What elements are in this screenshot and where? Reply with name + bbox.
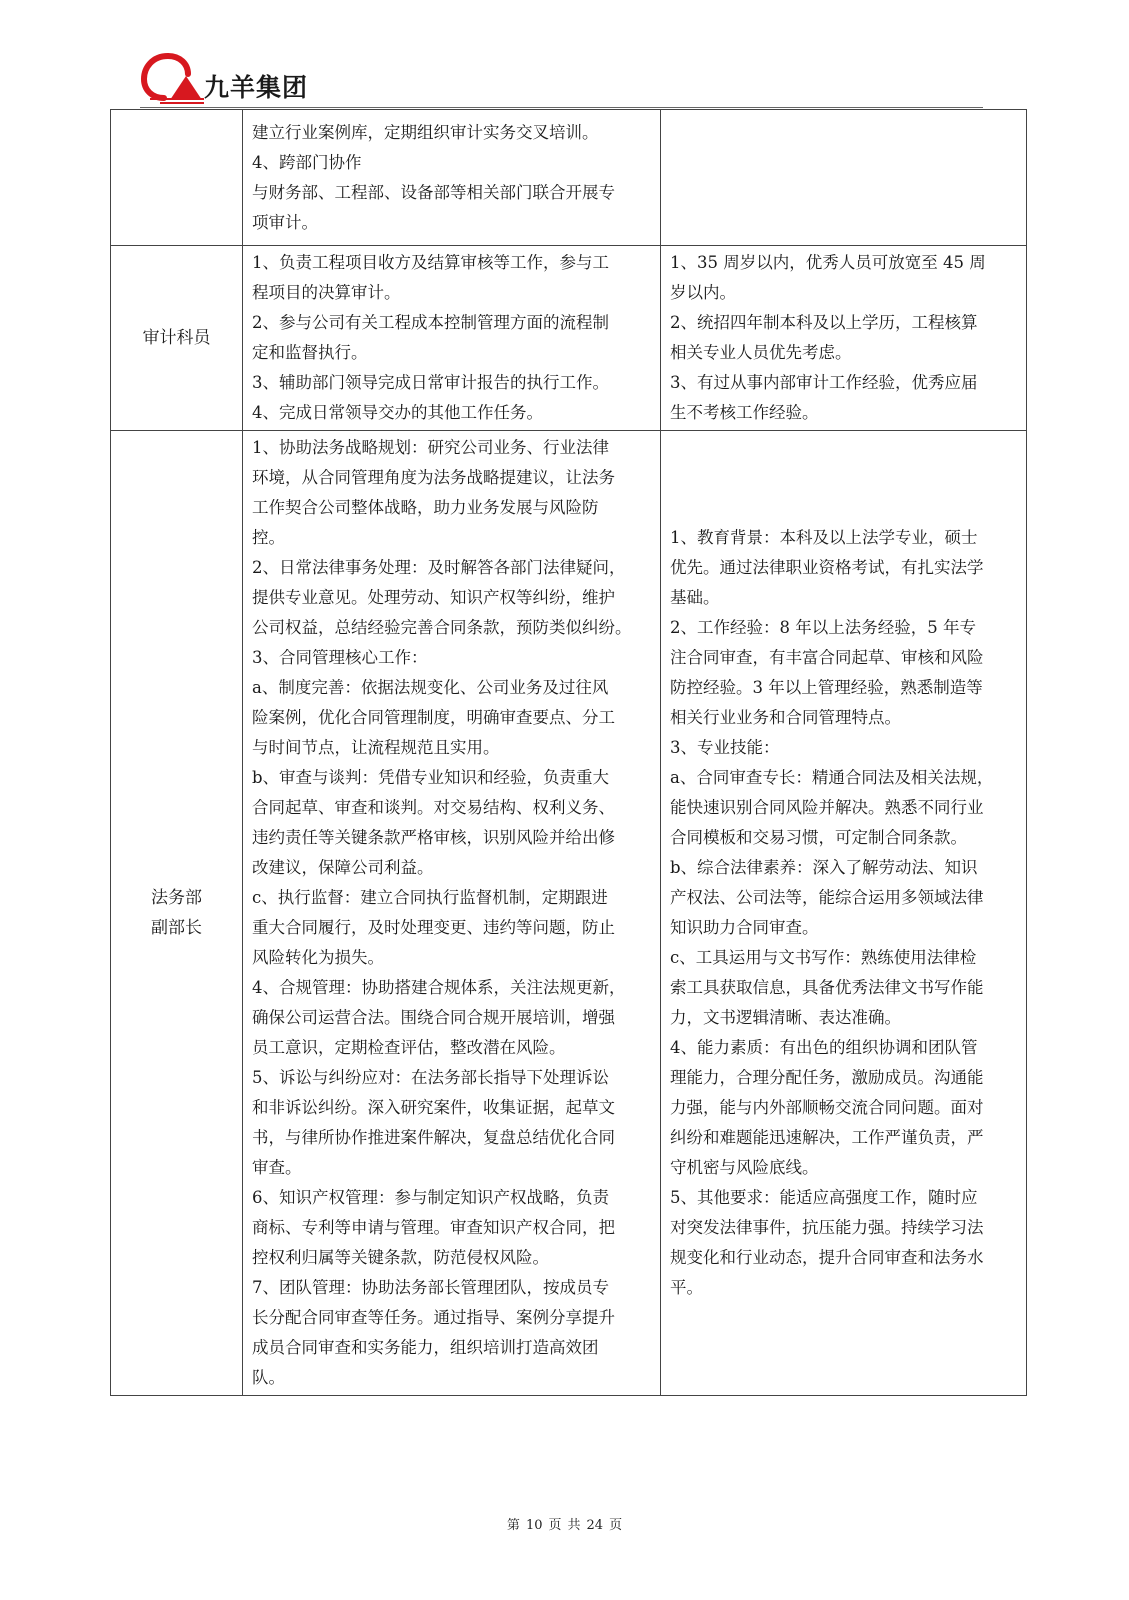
requirement-line: 知识助力合同审查。	[670, 918, 819, 937]
requirement-line: 基础。	[670, 588, 720, 607]
page-footer	[0, 1514, 1129, 1533]
requirement-line: 索工具获取信息，具备优秀法律文书写作能	[670, 978, 984, 997]
duty-line: 商标、专利等申请与管理。审查知识产权合同，把	[252, 1218, 615, 1237]
position-cell	[111, 246, 243, 431]
requirement-line: 纠纷和难题能迅速解决，工作严谨负责，严	[670, 1128, 984, 1147]
duty-line: 4、跨部门协作	[252, 152, 362, 172]
requirement-line: 力强，能与内外部顺畅交流合同问题。面对	[670, 1098, 984, 1117]
duty-line: 员工意识，定期检查评估，整改潜在风险。	[252, 1038, 566, 1057]
footer-page-label: 页	[548, 1518, 562, 1533]
duty-line: b、审查与谈判：凭借专业知识和经验，负责重大	[252, 768, 610, 787]
requirement-cell	[661, 431, 1027, 1396]
requirement-line: 1、教育背景：本科及以上法学专业，硕士	[670, 528, 978, 547]
duty-line: 与财务部、工程部、设备部等相关部门联合开展专	[252, 182, 615, 202]
requirement-line: 1、35 周岁以内，优秀人员可放宽至 45 周	[670, 253, 986, 272]
duty-line: 重大合同履行，及时处理变更、违约等问题，防止	[252, 918, 615, 937]
requirement-line: c、工具运用与文书写作：熟练使用法律检	[670, 948, 977, 967]
duty-line: 5、诉讼与纠纷应对：在法务部长指导下处理诉讼	[252, 1068, 609, 1087]
requirement-line: 守机密与风险底线。	[670, 1158, 819, 1177]
duty-line: 长分配合同审查等任务。通过指导、案例分享提升	[252, 1308, 615, 1327]
table-row	[111, 246, 1027, 431]
requirement-line: 3、专业技能：	[670, 738, 780, 757]
duty-line: 2、日常法律事务处理：及时解答各部门法律疑问，	[252, 558, 626, 577]
requirement-line: 2、统招四年制本科及以上学历，工程核算	[670, 313, 978, 332]
duty-line: 工作契合公司整体战略，助力业务发展与风险防	[252, 498, 599, 517]
duty-line: 风险转化为损失。	[252, 948, 384, 967]
footer-total-label: 共	[567, 1518, 581, 1533]
requirement-line: 能快速识别合同风险并解决。熟悉不同行业	[670, 798, 984, 817]
requirement-line: 岁以内。	[670, 283, 736, 302]
requirement-line: 3、有过从事内部审计工作经验，优秀应届	[670, 373, 978, 392]
duty-line: 提供专业意见。处理劳动、知识产权等纠纷，维护	[252, 588, 615, 607]
duty-line: 合同起草、审查和谈判。对交易结构、权利义务、	[252, 798, 615, 817]
requirement-line: 合同模板和交易习惯，可定制合同条款。	[670, 828, 967, 847]
duty-line: 4、完成日常领导交办的其他工作任务。	[252, 403, 543, 422]
requirement-line: 5、其他要求：能适应高强度工作，随时应	[670, 1188, 978, 1207]
duty-line: 3、合同管理核心工作：	[252, 648, 428, 667]
footer-suffix: 页	[609, 1518, 623, 1533]
duty-cell	[243, 246, 661, 431]
duty-line: 成员合同审查和实务能力，组织培训打造高效团	[252, 1338, 599, 1357]
duty-line: 3、辅助部门领导完成日常审计报告的执行工作。	[252, 373, 609, 392]
duty-line: 4、合规管理：协助搭建合规体系，关注法规更新，	[252, 978, 626, 997]
duty-line: 控权利归属等关键条款，防范侵权风险。	[252, 1248, 549, 1267]
position-title: 法务部	[151, 888, 202, 908]
duty-line: 7、团队管理：协助法务部长管理团队，按成员专	[252, 1278, 609, 1297]
footer-page-number: 10	[525, 1518, 543, 1533]
page-header	[140, 52, 990, 108]
requirement-line: a、合同审查专长：精通合同法及相关法规，	[670, 768, 994, 787]
requirement-line: 防控经验。3 年以上管理经验，熟悉制造等	[670, 678, 983, 697]
duty-line: 和非诉讼纠纷。深入研究案件，收集证据，起草文	[252, 1098, 615, 1117]
requirement-line: 2、工作经验：8 年以上法务经验，5 年专	[670, 618, 976, 637]
requirement-line: 产权法、公司法等，能综合运用多领域法律	[670, 888, 984, 907]
duty-line: 定和监督执行。	[252, 343, 368, 362]
duty-line: 险案例，优化合同管理制度，明确审查要点、分工	[252, 708, 615, 727]
duty-line: 项审计。	[252, 212, 318, 232]
requirement-line: 生不考核工作经验。	[670, 403, 819, 422]
duty-line: 程项目的决算审计。	[252, 283, 401, 302]
duty-line: 公司权益，总结经验完善合同条款，预防类似纠纷。	[252, 618, 632, 637]
position-title: 审计科员	[142, 328, 211, 348]
duty-cell	[243, 431, 661, 1396]
job-table	[110, 109, 1027, 1396]
duty-cell	[243, 110, 661, 246]
duty-line: 6、知识产权管理：参与制定知识产权战略，负责	[252, 1188, 609, 1207]
table-row	[111, 431, 1027, 1396]
duty-line: 书，与律所协作推进案件解决，复盘总结优化合同	[252, 1128, 615, 1147]
duty-line: 建立行业案例库，定期组织审计实务交叉培训。	[252, 122, 599, 142]
duty-line: 环境，从合同管理角度为法务战略提建议，让法务	[252, 468, 615, 487]
duty-line: 2、参与公司有关工程成本控制管理方面的流程制	[252, 313, 609, 332]
requirement-line: b、综合法律素养：深入了解劳动法、知识	[670, 858, 978, 877]
duty-line: 队。	[252, 1368, 285, 1387]
requirement-line: 注合同审查，有丰富合同起草、审核和风险	[670, 648, 984, 667]
duty-line: a、制度完善：依据法规变化、公司业务及过往风	[252, 678, 609, 697]
requirement-cell	[661, 246, 1027, 431]
duty-line: 确保公司运营合法。围绕合同合规开展培训，增强	[252, 1008, 615, 1027]
position-cell	[111, 431, 243, 1396]
table-row	[111, 110, 1027, 246]
requirement-cell	[661, 110, 1027, 246]
duty-line: 改建议，保障公司利益。	[252, 858, 434, 877]
position-cell	[111, 110, 243, 246]
requirement-line: 平。	[670, 1278, 703, 1297]
duty-line: 与时间节点，让流程规范且实用。	[252, 738, 500, 757]
duty-line: 1、协助法务战略规划：研究公司业务、行业法律	[252, 438, 609, 457]
header-rule	[140, 107, 983, 108]
footer-total-pages: 24	[586, 1518, 604, 1533]
requirement-line: 理能力，合理分配任务，激励成员。沟通能	[670, 1068, 984, 1087]
requirement-line: 4、能力素质：有出色的组织协调和团队管	[670, 1038, 978, 1057]
requirement-line: 对突发法律事件，抗压能力强。持续学习法	[670, 1218, 984, 1237]
requirement-line: 规变化和行业动态，提升合同审查和法务水	[670, 1248, 984, 1267]
duty-line: c、执行监督：建立合同执行监督机制，定期跟进	[252, 888, 608, 907]
requirement-line: 优先。通过法律职业资格考试，有扎实法学	[670, 558, 984, 577]
duty-line: 审查。	[252, 1158, 302, 1177]
logo-text: 九羊集团	[204, 73, 309, 102]
duty-line: 1、负责工程项目收方及结算审核等工作，参与工	[252, 253, 609, 272]
requirement-line: 相关专业人员优先考虑。	[670, 343, 852, 362]
jiuyang-logo-icon	[140, 52, 210, 104]
requirement-line: 力，文书逻辑清晰、表达准确。	[670, 1008, 901, 1027]
duty-line: 违约责任等关键条款严格审核，识别风险并给出修	[252, 828, 615, 847]
footer-prefix: 第	[506, 1518, 520, 1533]
duty-line: 控。	[252, 528, 285, 547]
requirement-line: 相关行业业务和合同管理特点。	[670, 708, 901, 727]
position-title: 副部长	[151, 918, 202, 938]
